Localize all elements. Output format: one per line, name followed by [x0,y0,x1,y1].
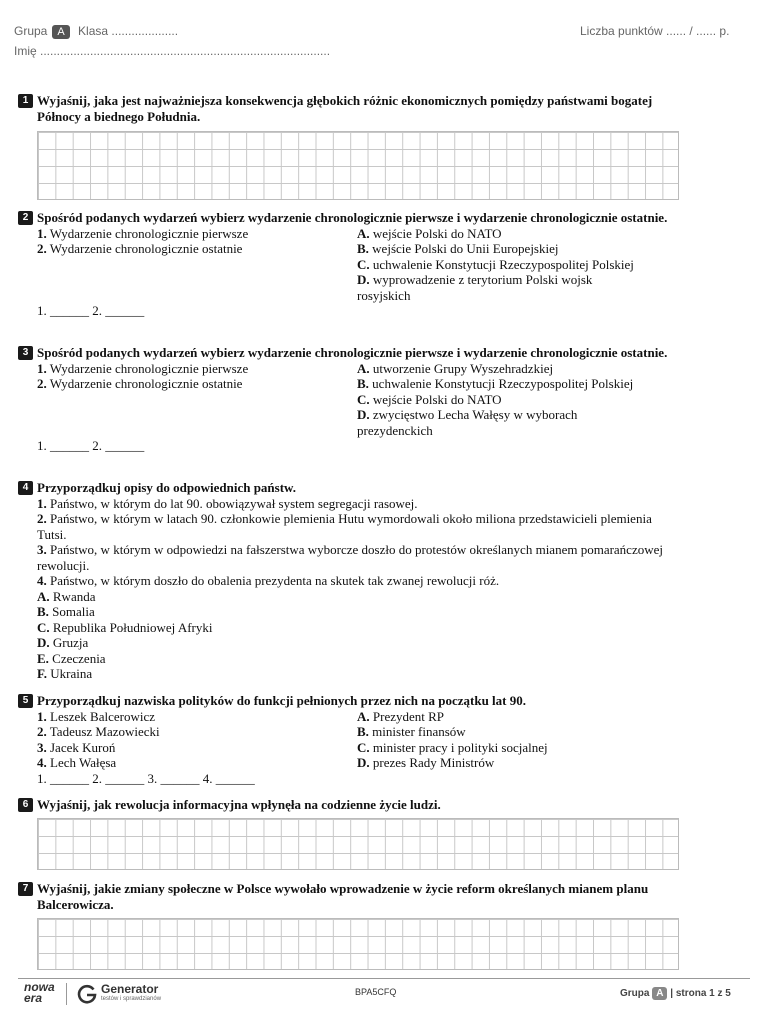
task-question: Przyporządkuj nazwiska polityków do funkcji pełnionych przez nich na początku lat 90. [37,693,526,708]
list-item: 3. Jacek Kuroń [37,739,116,755]
option-item: A. wejście Polski do NATO [357,225,502,241]
option-item: D. prezes Rady Ministrów [357,755,495,770]
task-columns [18,226,680,304]
option-item: C. wejście Polski do NATO [357,391,502,407]
option-item: B. wejście Polski do Unii Europejskiej [357,241,559,256]
option-item: C. Republika Południowej Afryki [37,619,213,635]
task-number: 2 [18,211,33,225]
footer-divider [18,978,750,979]
page-number: | strona 1 z 5 [670,988,731,999]
task-question: Spośród podanych wydarzeń wybierz wydarzenie chronologicznie pierwsze i wydarzenie chronologicznie ostatnie. [37,210,668,225]
list-item: 2. Państwo, w którym w latach 90. członkowie plemienia Hutu wymordowali około miliona przedstawicieli plemienia Tutsi. [37,511,652,542]
option-item: A. utworzenie Grupy Wyszehradzkiej [357,360,554,376]
task-question: Przyporządkuj opisy do odpowiednich państw. [37,480,296,495]
option-item: B. minister finansów [357,724,466,739]
list-item: 1. Wydarzenie chronologicznie pierwsze [37,360,249,376]
option-item: D. zwycięstwo Lecha Wałęsy w wyborach prezydenckich [357,407,578,438]
task-columns [18,361,680,439]
footer-page-info: Grupa A | strona 1 z 5 [620,988,731,999]
description-list [18,496,680,682]
option-item: C. minister pracy i polityki socjalnej [357,739,548,755]
option-item: D. wyprowadzenie z terytorium Polski wojsk rosyjskich [357,272,593,303]
generator-g-icon [76,983,98,1005]
task-4 [18,480,680,682]
task-number: 7 [18,882,33,896]
option-item: F. Ukraina [37,666,93,681]
group-badge: A [52,25,69,39]
task-columns [18,709,680,771]
task-5 [18,693,680,786]
option-item: A. Prezydent RP [357,708,445,724]
list-item: 2. Tadeusz Mazowiecki [37,724,160,739]
footer-separator [66,983,67,1005]
list-item: 2. Wydarzenie chronologicznie ostatnie [37,376,243,391]
class-field[interactable]: Klasa .................... [78,24,179,38]
list-item: 2. Wydarzenie chronologicznie ostatnie [37,241,243,256]
option-item: C. uchwalenie Konstytucji Rzeczypospolitej Polskiej [357,256,634,272]
answer-line[interactable]: 1. ______ 2. ______ [37,438,145,453]
answer-grid-7[interactable] [37,918,679,970]
task-3 [18,345,680,454]
points-field[interactable]: Liczba punktów ...... / ...... p. [580,24,730,38]
answer-line[interactable]: 1. ______ 2. ______ 3. ______ 4. ______ [37,770,255,786]
document-code: BPA5CFQ [355,987,397,997]
answer-grid-6[interactable] [37,818,679,870]
task-6 [18,797,680,813]
option-item: B. Somalia [37,604,95,619]
list-item: 3. Państwo, w którym w odpowiedzi na fałszerstwa wyborcze doszło do protestów określanych mianem pomarańczowej rewolucji. [37,542,663,573]
task-number: 5 [18,694,33,708]
option-item: B. uchwalenie Konstytucji Rzeczypospolitej Polskiej [357,376,634,391]
option-item: E. Czeczenia [37,650,106,666]
answer-line[interactable]: 1. ______ 2. ______ [37,303,145,318]
list-item: 4. Lech Wałęsa [37,755,117,770]
task-number: 4 [18,481,33,495]
task-question: Wyjaśnij, jakie zmiany społeczne w Polsce wywołało wprowadzenie w życie reform określanych mianem planu Balcerowicza. [37,881,649,912]
option-item: A. Rwanda [37,588,96,604]
header-group [14,24,178,39]
task-number: 6 [18,798,33,812]
task-7 [18,881,680,912]
list-item: 1. Wydarzenie chronologicznie pierwsze [37,225,249,241]
name-field[interactable]: Imię ....................................................................................... [14,44,331,58]
answer-grid-1[interactable] [37,131,679,200]
list-item: 1. Państwo, w którym do lat 90. obowiązywał system segregacji rasowej. [37,495,418,511]
task-1 [18,93,680,124]
footer-group-badge: A [652,987,667,1000]
task-question: Wyjaśnij, jak rewolucja informacyjna wpłynęła na codzienne życie ludzi. [37,797,441,812]
task-question: Spośród podanych wydarzeń wybierz wydarzenie chronologicznie pierwsze i wydarzenie chronologicznie ostatnie. [37,345,668,360]
task-question: Wyjaśnij, jaka jest najważniejsza konsekwencja głębokich różnic ekonomicznych pomiędzy państwami bogatej Północy a biednego Południa. [37,93,653,124]
task-number: 3 [18,346,33,360]
task-number: 1 [18,94,33,108]
list-item: 1. Leszek Balcerowicz [37,708,156,724]
list-item: 4. Państwo, w którym doszło do obalenia prezydenta na skutek tak zwanej rewolucji róż. [37,573,500,588]
nowa-era-logo: nowa era [24,980,55,1005]
option-item: D. Gruzja [37,635,89,650]
task-2 [18,210,680,319]
group-label: Grupa [14,24,48,38]
